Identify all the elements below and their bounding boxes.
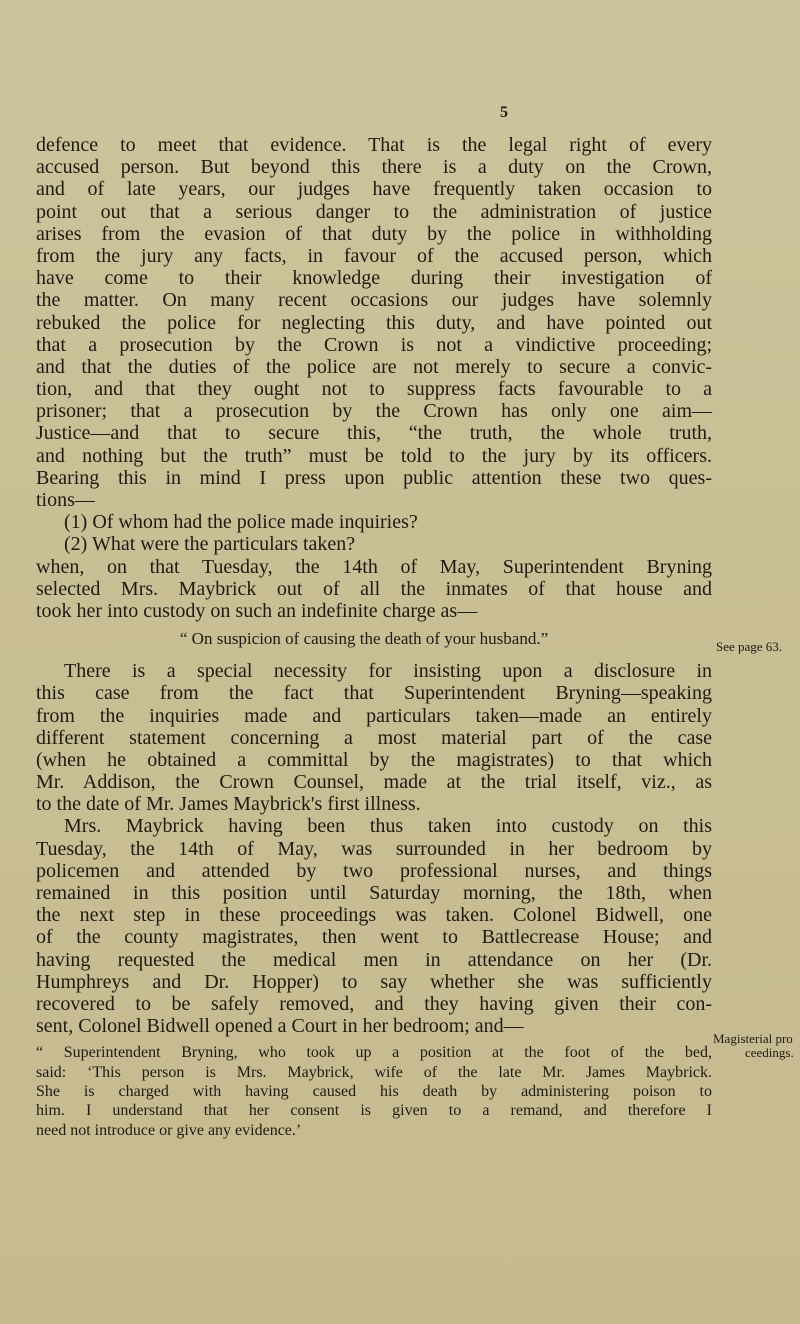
text-line: of the county magistrates, then went to Battlecrease House; and [36, 926, 712, 949]
text-line: recovered to be safely removed, and they having given their con- [36, 992, 712, 1015]
text-line: sent, Colonel Bidwell opened a Court in her bedroom; and— [36, 1015, 524, 1038]
margin-note-magisterial [713, 1032, 794, 1060]
text-line: selected Mrs. Maybrick out of all the inmates of that house and [36, 577, 712, 600]
text-line: Bearing this in mind I press upon public attention these two ques- [36, 466, 712, 489]
text-line: Humphreys and Dr. Hopper) to say whether she was sufficiently [36, 970, 712, 993]
text-line: said: ‘This person is Mrs. Maybrick, wife of the late Mr. James Maybrick. [36, 1063, 712, 1081]
margin-note-line: ceedings. [745, 1045, 794, 1060]
charge-quote: “ On suspicion of causing the death of your husband.” [179, 629, 549, 649]
bryning-statement-quote [36, 1043, 712, 1140]
text-line: policemen and attended by two professional nurses, and things [36, 859, 712, 882]
question-item: (2) What were the particulars taken? [64, 533, 356, 556]
text-line: and that the duties of the police are not merely to secure a convic- [36, 355, 712, 378]
text-line: from the inquiries made and particulars taken—made an entirely [36, 704, 712, 727]
questions-list [36, 511, 712, 555]
text-line: the next step in these proceedings was taken. Colonel Bidwell, one [36, 904, 712, 927]
text-line: that a prosecution by the Crown is not a vindictive proceeding; [36, 333, 712, 356]
question-item: (1) Of whom had the police made inquiries? [64, 511, 418, 534]
text-line: from the jury any facts, in favour of the accused person, which [36, 244, 712, 267]
text-line: Mr. Addison, the Crown Counsel, made at the trial itself, viz., as [36, 771, 712, 794]
paragraph-duty-of-crown [36, 134, 712, 511]
margin-note-see-page: See page 63. [716, 639, 783, 654]
text-line: the matter. On many recent occasions our judges have solemnly [36, 289, 712, 312]
text-line: need not introduce or give any evidence.’ [36, 1121, 302, 1139]
text-line: remained in this position until Saturday morning, the 18th, when [36, 882, 712, 904]
text-line: “ Superintendent Bryning, who took up a position at the foot of the bed, [36, 1044, 712, 1062]
text-line: different statement concerning a most material part of the case [36, 726, 712, 749]
text-line: Mrs. Maybrick having been thus taken into custody on this [64, 815, 712, 838]
text-line: to the date of Mr. James Maybrick's first illness. [36, 793, 421, 816]
text-line: prisoner; that a prosecution by the Crown has only one aim— [36, 400, 712, 423]
paragraph-custody [36, 556, 712, 623]
text-line: arises from the evasion of that duty by the police in withholding [36, 222, 712, 245]
margin-note-line: Magisterial pro [713, 1031, 793, 1046]
text-line: took her into custody on such an indefinite charge as— [36, 599, 478, 622]
text-line: (when he obtained a committal by the magistrates) to that which [36, 748, 712, 771]
text-line: tion, and that they ought not to suppress facts favourable to a [36, 378, 712, 401]
text-line: tions— [36, 489, 95, 511]
text-line: point out that a serious danger to the administration of justice [36, 200, 712, 223]
text-line: She is charged with having caused his death by administering poison to [36, 1083, 712, 1101]
text-line: have come to their knowledge during their investigation of [36, 267, 712, 290]
text-line: having requested the medical men in attendance on her (Dr. [36, 948, 712, 971]
text-line: and of late years, our judges have frequently taken occasion to [36, 178, 712, 201]
text-line: rebuked the police for neglecting this duty, and have pointed out [36, 311, 712, 334]
paragraph-bedroom-court [36, 815, 712, 1037]
text-line: defence to meet that evidence. That is the legal right of every [36, 134, 712, 156]
page-number: 5 [500, 104, 508, 121]
text-line: Justice—and that to secure this, “the truth, the whole truth, [36, 422, 712, 445]
text-line: Tuesday, the 14th of May, was surrounded in her bedroom by [36, 837, 712, 860]
page-body [36, 134, 712, 1140]
text-line: and nothing but the truth” must be told to the jury by its officers. [36, 444, 712, 467]
text-line: him. I understand that her consent is given to a remand, and therefore I [36, 1102, 712, 1120]
text-line: when, on that Tuesday, the 14th of May, Superintendent Bryning [36, 555, 712, 578]
text-line: There is a special necessity for insisting upon a disclosure in [64, 660, 712, 683]
text-line: this case from the fact that Superintendent Bryning—speaking [36, 682, 712, 705]
text-line: accused person. But beyond this there is a duty on the Crown, [36, 156, 712, 179]
paragraph-disclosure [36, 660, 712, 815]
